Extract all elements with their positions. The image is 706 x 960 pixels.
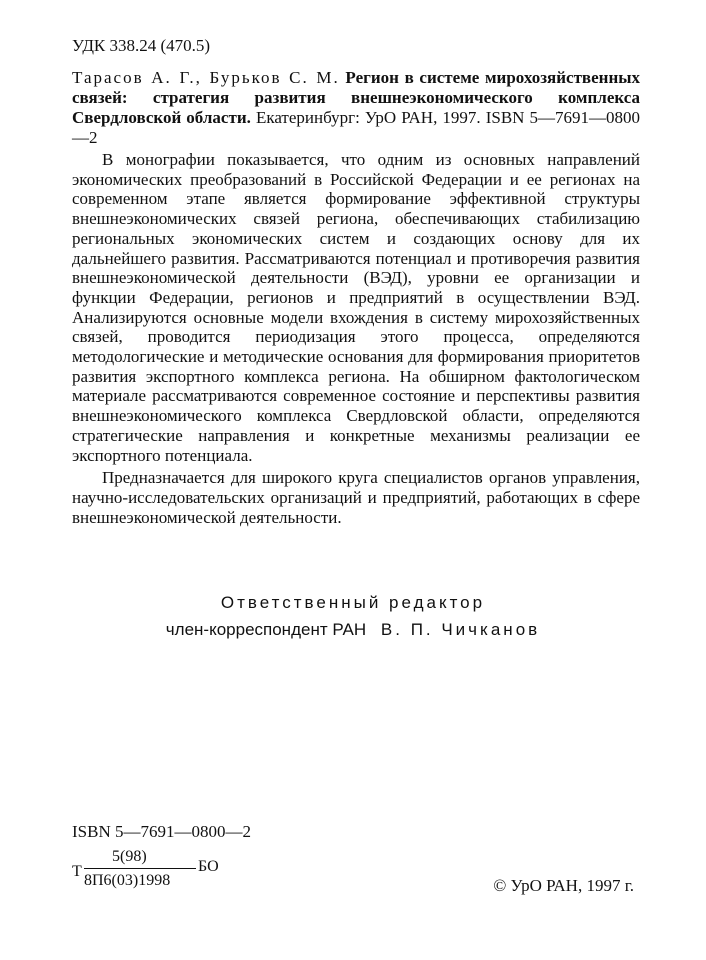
- editor-name: В. П. Чичканов: [380, 620, 541, 639]
- editor-position: член-корреспондент РАН: [165, 620, 367, 639]
- editor-label: Ответственный редактор: [220, 593, 486, 612]
- udk-code: УДК 338.24 (470.5): [72, 36, 211, 55]
- imprint: Екатеринбург: УрО РАН, 1997. ISBN 5—7691—0800—2: [72, 108, 640, 147]
- book-title: Регион в системе мирохозяйственных связей: стратегия развития внешнеэкономического комплекса Свердловской области.: [72, 68, 641, 127]
- copyright: © УрО РАН, 1997 г.: [493, 876, 634, 895]
- code-denominator: 8П6(03)1998: [84, 872, 171, 889]
- abstract-paragraph-1: В монографии показывается, что одним из основных направлений экономических преобразований в Российской Федерации и ее регионах на современном этапе является формирование эффективной структуры внешнеэкономических связей региона, обеспечивающих стабилизацию региональных экономических систем и создающих основу для их дальнейшего развития. Рассматриваются потенциал и противоречия развития внешнеэкономической деятельности (ВЭД), уровни ее организации и функции Федерации, регионов и предприятий в осуществлении ВЭД. Анализируются основные модели вхождения в систему мирохозяйственных связей, проводится периодизация этого процесса, определяются методологические и методические основания для формирования приоритетов развития экспортного комплекса региона. На обширном фактологическом материале рассматриваются современное состояние и перспективы развития внешнеэкономического комплекса Свердловской области, определяются стратегические направления и конкретные механизмы реализации ее экспортного потенциала.: [72, 150, 640, 465]
- abstract: [72, 150, 640, 527]
- bibliographic-record: [72, 68, 640, 148]
- isbn: ISBN 5—7691—0800—2: [72, 822, 251, 841]
- editor-line: [0, 620, 706, 640]
- fraction-bar: [84, 868, 196, 869]
- authors: Тарасов А. Г., Бурьков С. М.: [72, 68, 340, 87]
- code-numerator: 5(98): [112, 848, 147, 865]
- catalog-code: [72, 848, 252, 898]
- code-prefix: Т: [72, 863, 82, 880]
- code-suffix: БО: [198, 858, 219, 875]
- abstract-paragraph-2: Предназначается для широкого круга специалистов органов управления, научно-исследовательских организаций и предприятий, работающих в сфере внешнеэкономической деятельности.: [72, 468, 640, 527]
